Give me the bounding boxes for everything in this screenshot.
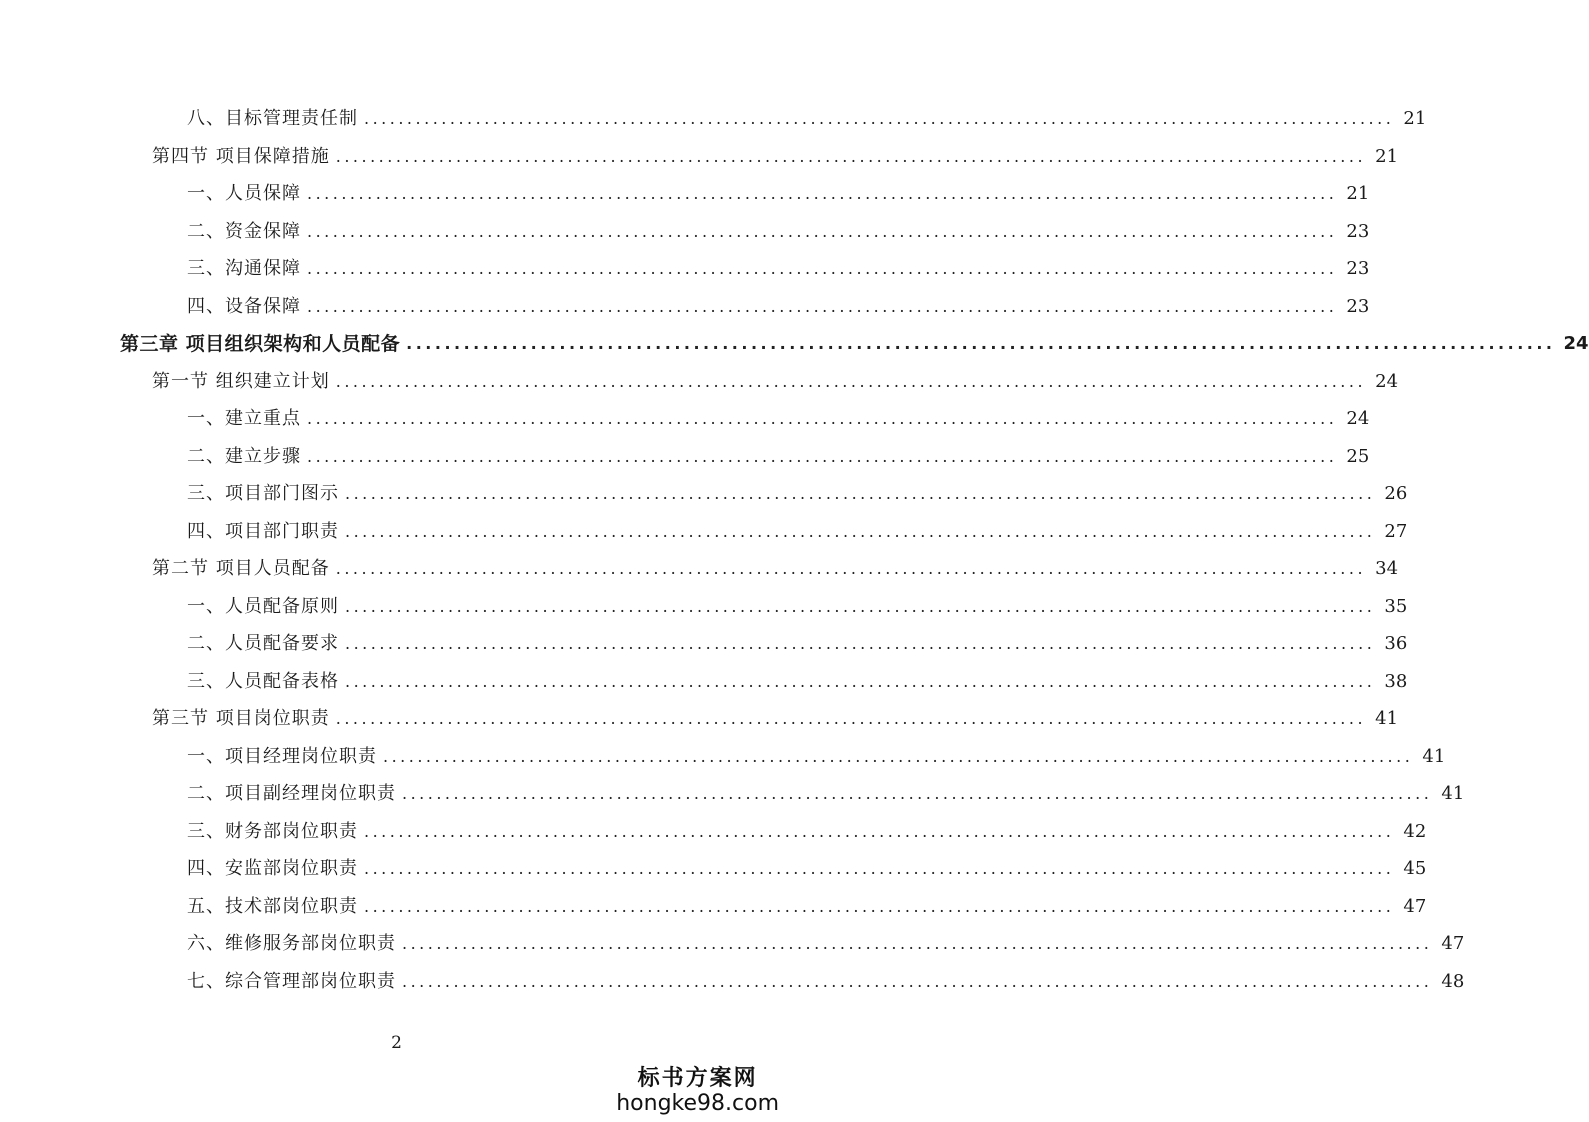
toc-entry-page: 24 — [1346, 408, 1370, 429]
toc-entry[interactable] — [187, 892, 1427, 922]
toc-dot-leader: ........................................................................................................................ — [402, 971, 1433, 991]
toc-dot-leader: ........................................................................................................................ — [335, 559, 1367, 578]
toc-entry-title: 第二节 项目人员配备 — [152, 558, 330, 579]
toc-entry[interactable] — [187, 254, 1370, 284]
toc-entry[interactable] — [187, 592, 1408, 622]
toc-dot-leader: ........................................................................................................................ — [335, 146, 1367, 166]
toc-dot-leader: ........................................................................................................................ — [345, 634, 1376, 653]
toc-entry-title: 二、人员配备要求 — [187, 633, 339, 654]
toc-entry-title: 六、维修服务部岗位职责 — [187, 933, 396, 954]
toc-dot-leader: ........................................................................................................................ — [335, 371, 1367, 391]
toc-entry-page: 24 — [1563, 333, 1589, 354]
toc-entry-title: 三、项目部门图示 — [187, 483, 339, 504]
toc-entry-title: 二、资金保障 — [187, 220, 301, 242]
site-watermark — [616, 1066, 779, 1116]
toc-entry-title: 五、技术部岗位职责 — [187, 895, 358, 917]
toc-entry-page: 21 — [1346, 183, 1370, 204]
toc-entry[interactable] — [152, 704, 1399, 734]
toc-dot-leader: ........................................................................................................................ — [307, 259, 1338, 278]
toc-dot-leader: ........................................................................................................................ — [307, 409, 1338, 428]
toc-entry[interactable] — [187, 779, 1465, 809]
toc-entry[interactable] — [187, 817, 1427, 847]
toc-entry-page: 47 — [1403, 895, 1427, 917]
toc-dot-leader: ........................................................................................................................ — [345, 521, 1376, 541]
toc-entry-page: 41 — [1375, 708, 1399, 729]
toc-entry[interactable] — [187, 742, 1446, 772]
toc-entry-title: 第三章 项目组织架构和人员配备 — [120, 333, 401, 355]
toc-dot-leader: ........................................................................................................................ — [345, 484, 1376, 503]
toc-entry-title: 四、项目部门职责 — [187, 520, 339, 542]
toc-entry[interactable] — [187, 292, 1370, 322]
toc-entry[interactable] — [187, 217, 1370, 247]
toc-entry-page: 36 — [1384, 633, 1408, 654]
toc-entry[interactable] — [187, 517, 1408, 547]
toc-dot-leader: ........................................................................................................................ — [406, 334, 1556, 353]
toc-entry-title: 八、目标管理责任制 — [187, 108, 358, 129]
toc-entry-title: 三、沟通保障 — [187, 258, 301, 279]
toc-entry-title: 第三节 项目岗位职责 — [152, 708, 330, 729]
toc-entry-title: 一、人员保障 — [187, 183, 301, 204]
toc-entry-page: 23 — [1346, 220, 1370, 242]
toc-entry-title: 七、综合管理部岗位职责 — [187, 970, 396, 992]
toc-entry-page: 48 — [1441, 970, 1465, 992]
toc-entry[interactable] — [187, 929, 1465, 959]
toc-dot-leader: ........................................................................................................................ — [345, 671, 1376, 691]
page-number: 2 — [391, 1033, 402, 1053]
toc-entry-title: 第四节 项目保障措施 — [152, 145, 330, 167]
toc-entry-page: 34 — [1375, 558, 1399, 579]
toc-entry-title: 三、财务部岗位职责 — [187, 820, 358, 842]
toc-entry-page: 27 — [1384, 520, 1408, 542]
toc-dot-leader: ........................................................................................................................ — [364, 821, 1395, 841]
toc-entry[interactable] — [120, 329, 1589, 359]
toc-entry-page: 38 — [1384, 670, 1408, 692]
toc-entry[interactable] — [187, 629, 1408, 659]
toc-entry-page: 26 — [1384, 483, 1408, 504]
toc-entry[interactable] — [187, 854, 1427, 884]
toc-dot-leader: ........................................................................................................................ — [402, 934, 1433, 953]
toc-entry-title: 二、建立步骤 — [187, 445, 301, 467]
toc-entry-page: 41 — [1441, 783, 1465, 804]
toc-entry-page: 41 — [1422, 745, 1446, 767]
toc-dot-leader: ........................................................................................................................ — [345, 596, 1376, 616]
toc-dot-leader: ........................................................................................................................ — [364, 896, 1395, 916]
toc-entry-page: 45 — [1403, 858, 1427, 879]
toc-entry-title: 四、安监部岗位职责 — [187, 858, 358, 879]
toc-dot-leader: ........................................................................................................................ — [307, 184, 1338, 203]
toc-entry-page: 21 — [1375, 145, 1399, 167]
toc-entry[interactable] — [187, 404, 1370, 434]
toc-entry[interactable] — [152, 554, 1399, 584]
toc-entry-page: 47 — [1441, 933, 1465, 954]
toc-dot-leader: ........................................................................................................................ — [383, 746, 1414, 766]
watermark-name: 标书方案网 — [637, 1066, 758, 1091]
toc-dot-leader: ........................................................................................................................ — [364, 859, 1395, 878]
toc-entry[interactable] — [187, 104, 1427, 134]
toc-entry-title: 三、人员配备表格 — [187, 670, 339, 692]
toc-dot-leader: ........................................................................................................................ — [402, 784, 1433, 803]
toc-entry-page: 24 — [1375, 370, 1399, 392]
toc-entry-title: 一、建立重点 — [187, 408, 301, 429]
toc-dot-leader: ........................................................................................................................ — [364, 109, 1395, 128]
toc-dot-leader: ........................................................................................................................ — [307, 221, 1338, 241]
watermark-url: hongke98.com — [616, 1091, 779, 1116]
toc-entry-page: 35 — [1384, 595, 1408, 617]
toc-entry[interactable] — [187, 479, 1408, 509]
toc-entry[interactable] — [152, 142, 1399, 172]
toc-entry-page: 21 — [1403, 108, 1427, 129]
toc-entry[interactable] — [152, 367, 1399, 397]
toc-dot-leader: ........................................................................................................................ — [307, 296, 1338, 316]
toc-dot-leader: ........................................................................................................................ — [335, 709, 1367, 728]
toc-entry-title: 二、项目副经理岗位职责 — [187, 783, 396, 804]
toc-entry-title: 一、人员配备原则 — [187, 595, 339, 617]
toc-entry-page: 23 — [1346, 295, 1370, 317]
toc-entry-page: 23 — [1346, 258, 1370, 279]
toc-entry-title: 一、项目经理岗位职责 — [187, 745, 377, 767]
toc-entry[interactable] — [187, 667, 1408, 697]
toc-entry-page: 25 — [1346, 445, 1370, 467]
toc-entry[interactable] — [187, 179, 1370, 209]
toc-entry-page: 42 — [1403, 820, 1427, 842]
toc-entry-title: 四、设备保障 — [187, 295, 301, 317]
toc-entry[interactable] — [187, 967, 1465, 997]
toc-entry-title: 第一节 组织建立计划 — [152, 370, 330, 392]
toc-entry[interactable] — [187, 442, 1370, 472]
toc-dot-leader: ........................................................................................................................ — [307, 446, 1338, 466]
